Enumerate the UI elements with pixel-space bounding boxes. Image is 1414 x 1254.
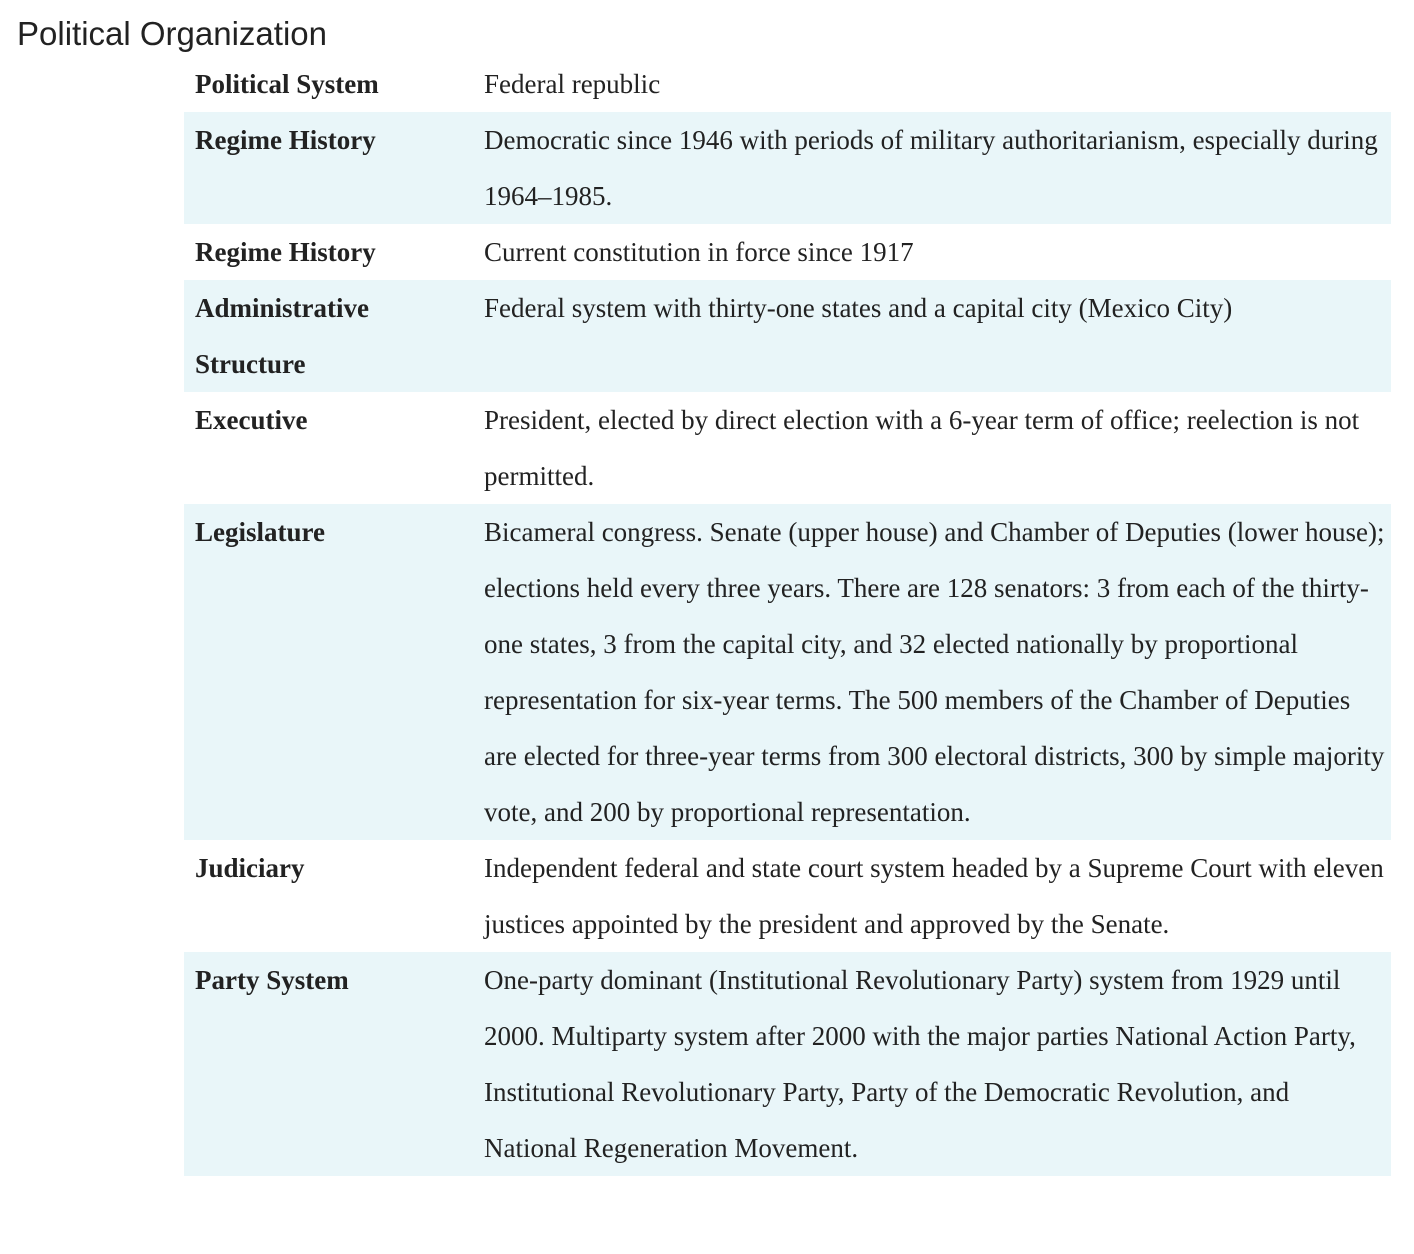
row-label: Administrative Structure bbox=[184, 280, 473, 392]
row-value: Democratic since 1946 with periods of military authoritarianism, especially during 1964–1985. bbox=[473, 112, 1391, 224]
row-value: Independent federal and state court system headed by a Supreme Court with eleven justices appointed by the president and approved by the Senate. bbox=[484, 853, 1384, 939]
table-row bbox=[184, 840, 1391, 952]
table-row bbox=[184, 56, 1391, 112]
row-label: Regime History bbox=[195, 237, 376, 267]
row-label: Party System bbox=[184, 952, 473, 1176]
row-label: Legislature bbox=[184, 504, 473, 840]
row-label: Executive bbox=[195, 405, 308, 435]
table-row bbox=[184, 112, 1391, 224]
table-row bbox=[184, 224, 1391, 280]
row-value: One-party dominant (Institutional Revolutionary Party) system from 1929 until 2000. Multiparty system after 2000 with the major parties National Action Party, Institutional Revolutionary Party, Party of the Democratic Revolution, and National Regeneration Movement. bbox=[473, 952, 1391, 1176]
row-label: Judiciary bbox=[195, 853, 305, 883]
row-value: Federal system with thirty-one states and a capital city (Mexico City) bbox=[473, 280, 1391, 392]
row-label: Political System bbox=[195, 69, 379, 99]
row-value: Bicameral congress. Senate (upper house) and Chamber of Deputies (lower house); elections held every three years. There are 128 senators: 3 from each of the thirty-one states, 3 from the capital city, and 32 elected nationally by proportional representation for six-year terms. The 500 members of the Chamber of Deputies are elected for three-year terms from 300 electoral districts, 300 by simple majority vote, and 200 by proportional representation. bbox=[473, 504, 1391, 840]
row-value: Federal republic bbox=[484, 69, 661, 99]
row-label: Regime History bbox=[184, 112, 473, 224]
table-row bbox=[184, 280, 1391, 392]
page-title: Political Organization bbox=[17, 15, 327, 52]
table-row bbox=[184, 504, 1391, 840]
political-organization-table bbox=[184, 56, 1391, 1176]
row-value: Current constitution in force since 1917 bbox=[484, 237, 914, 267]
row-value: President, elected by direct election with a 6-year term of office; reelection is not permitted. bbox=[484, 405, 1360, 491]
table-row bbox=[184, 392, 1391, 504]
table-row bbox=[184, 952, 1391, 1176]
